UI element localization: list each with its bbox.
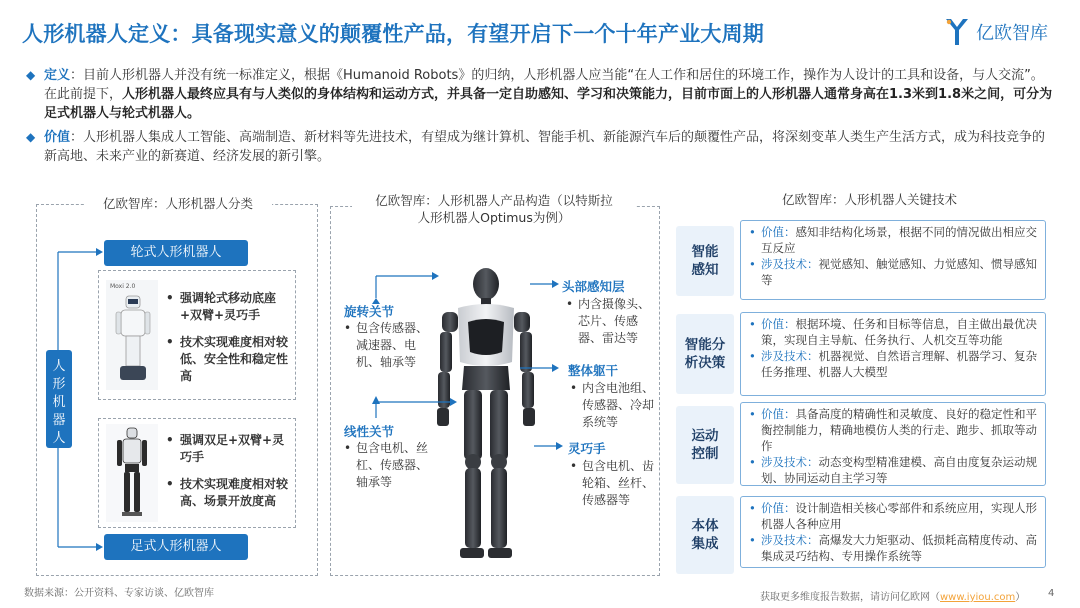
linear-joint-text: • 包含电机、丝杠、传感器、轴承等 (344, 441, 429, 489)
tech-value: • 价值：根据环境、任务和目标等信息，自主做出最优决策，实现自主导航、任务执行、人机交互等功能 (749, 316, 1039, 348)
wheeled-point-2: • 技术实现难度相对较低、安全性和稳定性高 (166, 335, 289, 383)
tech-box-motion (740, 402, 1046, 486)
hand-text: • 包含电机、齿轮箱、丝杆、传感器等 (570, 459, 655, 507)
head-label: 头部感知层 (562, 279, 625, 294)
root-label-text: 人形机器人 (52, 359, 66, 446)
tech-label-decision: 智能分析决策 (676, 314, 734, 394)
footer-link[interactable]: www.iyiou.com (940, 592, 1016, 603)
wheeled-robot-image (106, 280, 158, 390)
logo-icon (944, 17, 970, 47)
classification-title: 亿欧智库：人形机器人分类 (84, 194, 272, 212)
footer-close: ） (1015, 592, 1026, 603)
tech-box-decision (740, 312, 1046, 396)
diamond-icon: ◆ (26, 130, 36, 144)
tech-box-perception (740, 220, 1046, 300)
tech-involved: • 涉及技术：机器视觉、自然语言理解、机器学习、复杂任务推理、机器人大模型 (749, 348, 1039, 380)
head-text: • 内含摄像头、芯片、传感器、雷达等 (566, 297, 651, 345)
page-title: 人形机器人定义：具备现实意义的颠覆性产品，有望开启下一个十年产业大周期 (22, 22, 764, 46)
torso-text: • 内含电池组、传感器、冷却系统等 (570, 381, 655, 429)
torso-label: 整体躯干 (568, 363, 619, 378)
tech-value: • 价值：感知非结构化场景，根据不同的情况做出相应交互反应 (749, 224, 1039, 256)
rotary-joint-arrow (372, 262, 442, 306)
linear-joint-arrow (372, 392, 458, 422)
value-text: ：人形机器人集成人工智能、高端制造、新材料等先进技术，有望成为继计算机、智能手机、新能源汽车后的颠覆性产品，将深刻变革人类生产生活方式，成为科技竞争的新高地、未来产业的新赛道、经济发展的新引擎。 (44, 130, 1046, 164)
definition-bold-text: 人形机器人最终应具有与人类似的身体结构和运动方式，并具备一定自助感知、学习和决策能力，目前市面上的人形机器人通常身高在1.3米到1.8米之间，可分为足式机器人与轮式机器人。 (44, 87, 1053, 121)
rotary-joint-text: • 包含传感器、减速器、电机、轴承等 (344, 321, 429, 369)
tech-value: • 价值：设计制造相关核心零部件和系统应用，实现人形机器人各种应用 (749, 500, 1039, 532)
tech-label-motion: 运动控制 (676, 406, 734, 484)
wheeled-point-1: • 强调轮式移动底座+双臂+灵巧手 (166, 291, 277, 322)
hand-arrow (534, 438, 564, 454)
structure-title-line1: 亿欧智库：人形机器人产品构造（以特斯拉 (375, 193, 613, 208)
value-bullet (26, 128, 1056, 166)
value-label: 价值 (44, 130, 71, 145)
technology-title: 亿欧智库：人形机器人关键技术 (782, 192, 958, 207)
tech-label-perception: 智能感知 (676, 226, 734, 296)
legged-robot-image (106, 424, 158, 522)
legged-point-1: • 强调双足+双臂+灵巧手 (166, 433, 285, 464)
photo-caption: Moxi 2.0 (110, 283, 136, 290)
structure-title (352, 192, 636, 226)
tech-box-integration (740, 496, 1046, 568)
hand-label: 灵巧手 (568, 441, 606, 456)
wheeled-points (166, 290, 290, 385)
legged-point-2: • 技术实现难度相对较高、场景开放度高 (166, 477, 289, 508)
head-arrow (530, 276, 560, 292)
rotary-joint-label: 旋转关节 (344, 304, 395, 319)
tech-involved: • 涉及技术：动态变构型精准建模、高自由度复杂运动规划、协同运动自主学习等 (749, 454, 1039, 486)
logo-text: 亿欧智库 (976, 23, 1048, 44)
definition-label: 定义 (44, 68, 71, 83)
definition-text: ：目前人形机器人并没有统一标准定义，根据《Humanoid Robots》的归纳，人形机器人应当能“在人工作和居住的环境工作，操作为人设计的工具和设备，与人交流”。在此前提下， (44, 68, 1044, 102)
tech-label-integration: 本体集成 (676, 496, 734, 574)
page-number: 4 (1048, 588, 1055, 599)
legged-points (166, 432, 290, 510)
torso-arrow (520, 360, 560, 376)
tech-value: • 价值：具备高度的精确性和灵敏度、良好的稳定性和平衡控制能力，精确地模仿人类的行走、跑步、抓取等动作 (749, 406, 1039, 454)
linear-joint-label: 线性关节 (344, 424, 395, 439)
footer-more-text: 获取更多维度报告数据，请访问亿欧网（ (760, 592, 940, 603)
logo (944, 14, 1064, 50)
legged-robot-label: 足式人形机器人 (104, 534, 248, 560)
footer-more (760, 588, 1025, 603)
data-source: 数据来源：公开资料、专家访谈、亿欧智库 (24, 588, 214, 599)
structure-title-line2: 人形机器人Optimus为例） (417, 210, 571, 225)
wheeled-robot-label: 轮式人形机器人 (104, 240, 248, 266)
tech-involved: • 涉及技术：高爆发大力矩驱动、低损耗高精度传动、高集成灵巧结构、专用操作系统等 (749, 532, 1039, 564)
definition-bullet (26, 66, 1056, 123)
tech-involved: • 涉及技术：视觉感知、触觉感知、力觉感知、惯导感知等 (749, 256, 1039, 288)
diamond-icon: ◆ (26, 68, 36, 82)
